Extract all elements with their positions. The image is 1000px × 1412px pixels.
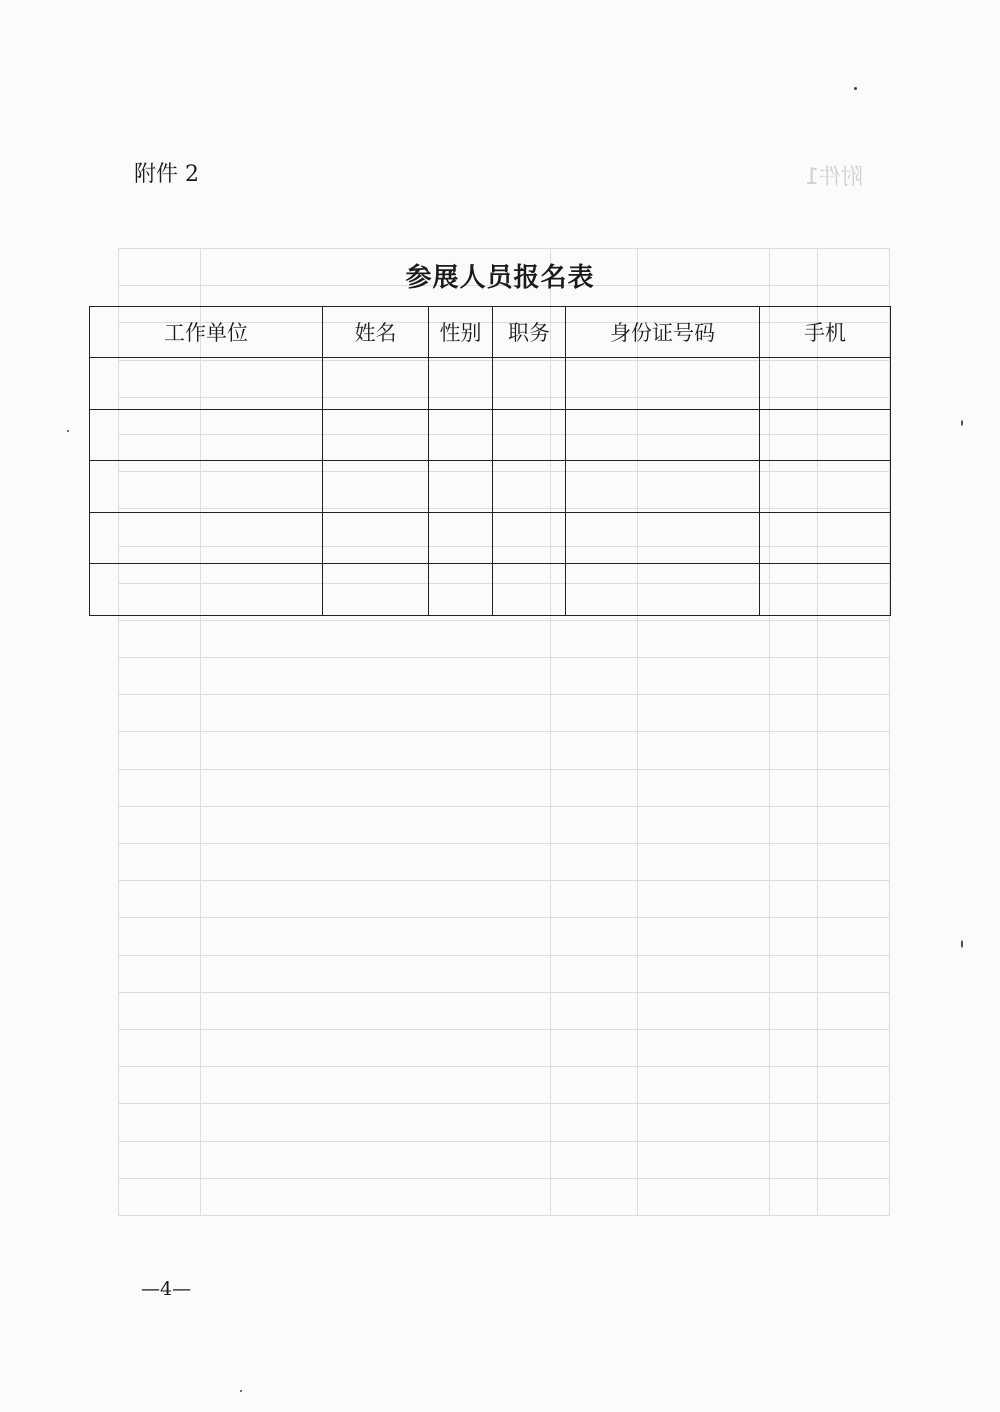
bleed-through-cell [551,918,638,955]
cell-mobile[interactable] [760,513,891,564]
cell-id-number[interactable] [566,410,760,461]
bleed-through-cell [551,844,638,881]
cell-work-unit[interactable] [90,410,323,461]
bleed-through-cell [638,1104,770,1141]
cell-position[interactable] [493,564,566,616]
bleed-through-cell [770,881,818,918]
bleed-through-row [119,844,890,881]
bleed-through-cell [770,844,818,881]
bleed-through-cell [770,1029,818,1066]
bleed-through-row [119,918,890,955]
bleed-through-cell [119,844,201,881]
cell-position[interactable] [493,358,566,410]
bleed-through-cell [119,806,201,843]
bleed-through-cell [201,881,551,918]
bleed-through-cell [201,658,551,695]
scan-speck [961,420,963,426]
bleed-through-cell [638,992,770,1029]
bleed-through-cell [638,1067,770,1104]
registration-table [89,306,891,616]
bleed-through-cell [770,732,818,769]
cell-mobile[interactable] [760,461,891,513]
table-row [90,461,891,513]
cell-position[interactable] [493,461,566,513]
bleed-through-cell [638,806,770,843]
bleed-through-cell [770,769,818,806]
bleed-through-cell [201,918,551,955]
bleed-through-cell [551,881,638,918]
bleed-through-cell [817,992,889,1029]
cell-mobile[interactable] [760,358,891,410]
bleed-through-cell [119,769,201,806]
bleed-through-cell [551,1141,638,1178]
bleed-through-cell [638,1029,770,1066]
bleed-through-row [119,769,890,806]
bleed-through-cell [638,732,770,769]
bleed-through-cell [119,881,201,918]
bleed-through-cell [119,955,201,992]
bleed-through-cell [551,806,638,843]
bleed-through-cell [551,695,638,732]
bleed-through-cell [638,881,770,918]
bleed-through-cell [201,844,551,881]
bleed-through-row [119,1104,890,1141]
bleed-through-cell [201,620,551,657]
bleed-through-cell [770,658,818,695]
bleed-through-label: 附件1 [805,165,863,190]
table-row [90,513,891,564]
bleed-through-cell [119,918,201,955]
cell-mobile[interactable] [760,564,891,616]
cell-name[interactable] [323,461,429,513]
bleed-through-cell [119,658,201,695]
bleed-through-cell [551,620,638,657]
bleed-through-cell [817,806,889,843]
bleed-through-cell [551,732,638,769]
bleed-through-cell [817,1178,889,1215]
bleed-through-cell [201,769,551,806]
bleed-through-row [119,1029,890,1066]
cell-work-unit[interactable] [90,461,323,513]
bleed-through-cell [817,844,889,881]
bleed-through-cell [551,992,638,1029]
page-number: —4— [141,1278,192,1300]
cell-work-unit[interactable] [90,564,323,616]
bleed-through-cell [119,1141,201,1178]
bleed-through-cell [638,844,770,881]
bleed-through-cell [817,695,889,732]
bleed-through-cell [201,1029,551,1066]
bleed-through-cell [770,1141,818,1178]
cell-work-unit[interactable] [90,358,323,410]
bleed-through-cell [119,695,201,732]
bleed-through-cell [817,1067,889,1104]
bleed-through-cell [201,732,551,769]
table-row [90,564,891,616]
bleed-through-cell [638,769,770,806]
cell-name[interactable] [323,410,429,461]
bleed-through-cell [770,806,818,843]
form-title: 参展人员报名表 [405,263,595,293]
cell-name[interactable] [323,358,429,410]
bleed-through-cell [638,1141,770,1178]
header-name: 姓名 [323,307,429,358]
header-work-unit: 工作单位 [90,307,323,358]
bleed-through-row [119,1141,890,1178]
bleed-through-cell [817,732,889,769]
bleed-through-cell [551,769,638,806]
table-header-row [90,307,891,358]
bleed-through-cell [119,992,201,1029]
cell-name[interactable] [323,564,429,616]
cell-gender[interactable] [429,513,493,564]
bleed-through-cell [119,1104,201,1141]
bleed-through-cell [638,695,770,732]
bleed-through-row [119,992,890,1029]
attachment-label: 附件 2 [134,162,199,187]
cell-id-number[interactable] [566,564,760,616]
bleed-through-cell [201,992,551,1029]
scan-speck [240,1390,242,1392]
header-gender: 性别 [429,307,493,358]
bleed-through-cell [817,769,889,806]
bleed-through-cell [638,918,770,955]
bleed-through-cell [638,620,770,657]
bleed-through-cell [817,1141,889,1178]
bleed-through-cell [770,620,818,657]
bleed-through-cell [817,1104,889,1141]
bleed-through-cell [119,620,201,657]
bleed-through-cell [201,1141,551,1178]
header-id-number: 身份证号码 [566,307,760,358]
cell-gender[interactable] [429,564,493,616]
bleed-through-cell [770,955,818,992]
cell-id-number[interactable] [566,358,760,410]
bleed-through-row [119,620,890,657]
bleed-through-row [119,955,890,992]
cell-gender[interactable] [429,461,493,513]
bleed-through-cell [119,1029,201,1066]
bleed-through-row [119,806,890,843]
bleed-through-cell [817,881,889,918]
table-row [90,410,891,461]
bleed-through-cell [551,1178,638,1215]
cell-id-number[interactable] [566,461,760,513]
bleed-through-cell [770,918,818,955]
scan-speck [961,940,963,948]
scan-speck [854,87,857,90]
cell-gender[interactable] [429,410,493,461]
cell-id-number[interactable] [566,513,760,564]
header-position: 职务 [493,307,566,358]
bleed-through-cell [551,955,638,992]
bleed-through-cell [770,695,818,732]
bleed-through-cell [770,1104,818,1141]
bleed-through-cell [551,1104,638,1141]
bleed-through-cell [201,806,551,843]
cell-work-unit[interactable] [90,513,323,564]
bleed-through-row [119,658,890,695]
cell-mobile[interactable] [760,410,891,461]
bleed-through-cell [551,658,638,695]
bleed-through-cell [119,1178,201,1215]
bleed-through-cell [638,658,770,695]
bleed-through-row [119,1067,890,1104]
bleed-through-row [119,695,890,732]
bleed-through-cell [817,658,889,695]
bleed-through-row [119,732,890,769]
bleed-through-cell [770,1067,818,1104]
bleed-through-cell [119,732,201,769]
bleed-through-cell [201,1067,551,1104]
bleed-through-cell [201,1104,551,1141]
bleed-through-cell [770,1178,818,1215]
bleed-through-cell [638,1178,770,1215]
bleed-through-cell [201,695,551,732]
bleed-through-cell [817,620,889,657]
bleed-through-row [119,1178,890,1215]
bleed-through-cell [770,992,818,1029]
bleed-through-row [119,881,890,918]
cell-position[interactable] [493,410,566,461]
bleed-through-cell [817,955,889,992]
cell-position[interactable] [493,513,566,564]
table-row [90,358,891,410]
cell-gender[interactable] [429,358,493,410]
bleed-through-cell [551,1029,638,1066]
cell-name[interactable] [323,513,429,564]
bleed-through-cell [119,1067,201,1104]
bleed-through-cell [201,955,551,992]
bleed-through-cell [551,1067,638,1104]
scan-speck [67,430,69,432]
bleed-through-cell [201,1178,551,1215]
bleed-through-cell [817,918,889,955]
bleed-through-cell [817,1029,889,1066]
header-mobile: 手机 [760,307,891,358]
bleed-through-cell [638,955,770,992]
